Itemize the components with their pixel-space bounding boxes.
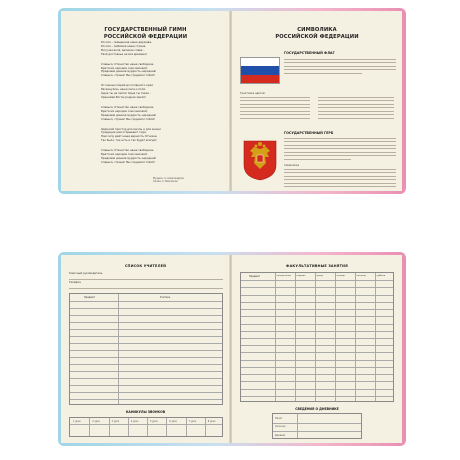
homeroom-teacher-line bbox=[69, 279, 223, 282]
table-row-line bbox=[70, 378, 222, 379]
table-row-line bbox=[70, 350, 222, 351]
table-row-line bbox=[70, 322, 222, 323]
teachers-col-teacher: Учитель bbox=[160, 295, 171, 299]
anthem-stanza bbox=[101, 149, 191, 165]
anthem-line: Одна ты на свете! Одна ты такая – bbox=[101, 91, 151, 96]
anthem-header bbox=[61, 27, 230, 40]
anthem-line: Нам силу даёт наша верность Отчизне. bbox=[101, 134, 158, 139]
anthem-title-line2: РОССИЙСКОЙ ФЕДЕРАЦИИ bbox=[103, 33, 188, 40]
flag-text-block bbox=[284, 59, 396, 76]
anthem-line: Славься, Отечество наше свободное, bbox=[101, 61, 155, 66]
notebook-spread-top bbox=[58, 8, 406, 194]
table-row-line bbox=[70, 371, 222, 372]
anthem-stanza bbox=[101, 84, 191, 100]
anthem-line: Широкий простор для мечты и для жизни bbox=[101, 126, 161, 131]
anthem-stanza bbox=[101, 63, 191, 79]
holidays-title: КАНИКУЛЫ ЗВОНКОВ bbox=[125, 410, 166, 414]
anthem-line: Грядущие нам открывают года. bbox=[101, 130, 147, 135]
holiday-cell-label: 7 урок bbox=[188, 419, 197, 423]
anthem-line: Предками данная мудрость народная! bbox=[101, 69, 157, 74]
electives-day-header: понедельник bbox=[276, 275, 292, 277]
electives-day-header: суббота bbox=[376, 275, 386, 277]
anthem-stanza bbox=[101, 128, 191, 144]
electives-table bbox=[240, 272, 394, 402]
teachers-title: СПИСОК УЧИТЕЛЕЙ bbox=[124, 264, 167, 268]
diary-info-title: СВЕДЕНИЯ О ДНЕВНИКЕ bbox=[295, 407, 339, 411]
holiday-cell-label: 4 урок bbox=[130, 419, 139, 423]
notebook-spread-bottom bbox=[58, 252, 406, 446]
coat-text-block bbox=[284, 138, 396, 162]
table-row-line bbox=[70, 385, 222, 386]
anthem-line: Славься, страна! Мы гордимся тобой! bbox=[101, 73, 155, 78]
flag-stripe-white bbox=[241, 58, 279, 66]
coat-of-arms-heading: ГОСУДАРСТВЕННЫЙ ГЕРБ bbox=[284, 131, 334, 135]
coat-symbolism-text bbox=[284, 169, 396, 190]
electives-day-header: четверг bbox=[336, 275, 346, 277]
coat-of-arms-icon bbox=[242, 139, 278, 181]
table-row-line bbox=[70, 392, 222, 393]
holiday-cell-label: 6 урок bbox=[169, 419, 178, 423]
anthem-line: Славься, страна! Мы гордимся тобой! bbox=[101, 116, 155, 121]
anthem-lyrics-author: Слова: С. Михалков bbox=[153, 180, 178, 184]
table-row-line bbox=[70, 343, 222, 344]
table-row-line bbox=[70, 329, 222, 330]
anthem-stanza bbox=[101, 106, 191, 122]
russian-flag-icon bbox=[240, 57, 280, 84]
holiday-cell-label: 3 урок bbox=[111, 419, 120, 423]
anthem-line: Славься, страна! Мы гордимся тобой! bbox=[101, 159, 155, 164]
flag-stripe-red bbox=[241, 75, 279, 83]
anthem-line: Братских народов союз вековой, bbox=[101, 108, 148, 113]
anthem-verses bbox=[101, 41, 191, 171]
anthem-line: Славься, Отечество наше свободное, bbox=[101, 148, 155, 153]
anthem-line: Хранимая Богом родная земля! bbox=[101, 94, 146, 99]
homeroom-teacher-label: Классный руководитель bbox=[69, 272, 103, 275]
electives-day-header: среда bbox=[316, 275, 323, 277]
anthem-line: Твоё достоянье на все времена! bbox=[101, 51, 147, 56]
table-row-line bbox=[70, 357, 222, 358]
diary-info-row-label: Дневник bbox=[275, 433, 286, 437]
page-symbols bbox=[232, 11, 402, 191]
anthem-title-line1: ГОСУДАРСТВЕННЫЙ ГИМН bbox=[104, 27, 187, 33]
holiday-cell-label: 8 урок bbox=[207, 419, 216, 423]
anthem-line: Братских народов союз вековой, bbox=[101, 65, 148, 70]
holiday-cell-label: 5 урок bbox=[150, 419, 158, 423]
diary-info-table bbox=[272, 413, 362, 439]
phone-label: Телефон bbox=[69, 281, 81, 284]
diary-info-row-label: Начат bbox=[275, 416, 283, 420]
anthem-line: Так было, так есть и так будет всегда! bbox=[101, 138, 157, 143]
symbols-title-line1: СИМВОЛИКА bbox=[297, 27, 337, 33]
table-row-line bbox=[70, 364, 222, 365]
table-row-line bbox=[70, 399, 222, 400]
holidays-table bbox=[69, 417, 223, 437]
page-anthem bbox=[61, 11, 231, 191]
symbols-title-line2: РОССИЙСКОЙ ФЕДЕРАЦИИ bbox=[275, 33, 359, 40]
anthem-authors bbox=[153, 177, 184, 184]
flag-stripe-blue bbox=[241, 66, 279, 74]
anthem-line: Славься, Отечество наше свободное, bbox=[101, 104, 155, 109]
flag-heading: ГОСУДАРСТВЕННЫЙ ФЛАГ bbox=[284, 51, 335, 55]
teachers-table bbox=[69, 293, 223, 405]
electives-day-header: вторник bbox=[296, 275, 306, 277]
symbols-header bbox=[232, 27, 402, 40]
flag-colors-text bbox=[240, 97, 310, 121]
flag-colors-subheading: Трактовка цветов: bbox=[240, 92, 266, 95]
table-row-line bbox=[70, 336, 222, 337]
coat-symbolism-subheading: Символика bbox=[284, 164, 300, 167]
anthem-line: Россия – священная наша держава, bbox=[101, 40, 152, 44]
anthem-line: Могучая воля, великая слава – bbox=[101, 47, 145, 52]
page-electives bbox=[232, 255, 402, 443]
flag-colors-text-right bbox=[318, 97, 394, 121]
teachers-col-subject: Предмет bbox=[84, 295, 96, 299]
table-row-line bbox=[70, 301, 222, 302]
anthem-music-author: Музыка: А. Александров bbox=[153, 177, 184, 180]
holiday-cell-label: 1 урок bbox=[73, 419, 81, 423]
anthem-stanza bbox=[101, 41, 191, 57]
anthem-line: Предками данная мудрость народная! bbox=[101, 112, 157, 117]
holiday-cell-label: 2 урок bbox=[92, 419, 101, 423]
electives-col-subject: Предмет bbox=[249, 275, 261, 278]
electives-title: ФАКУЛЬТАТИВНЫЕ ЗАНЯТИЯ bbox=[286, 264, 348, 268]
diary-info-row-label: Окончен bbox=[275, 425, 286, 429]
electives-day-header: пятница bbox=[356, 275, 366, 277]
table-row-line bbox=[70, 315, 222, 316]
page-teachers bbox=[61, 255, 231, 443]
anthem-line: От южных морей до полярного края bbox=[101, 83, 153, 88]
anthem-line: Россия – любимая наша страна. bbox=[101, 43, 147, 48]
phone-line bbox=[69, 288, 223, 291]
anthem-line: Раскинулись наши леса и поля. bbox=[101, 87, 146, 92]
anthem-line: Братских народов союз вековой, bbox=[101, 152, 148, 157]
anthem-line: Предками данная мудрость народная! bbox=[101, 155, 157, 160]
table-row-line bbox=[70, 308, 222, 309]
